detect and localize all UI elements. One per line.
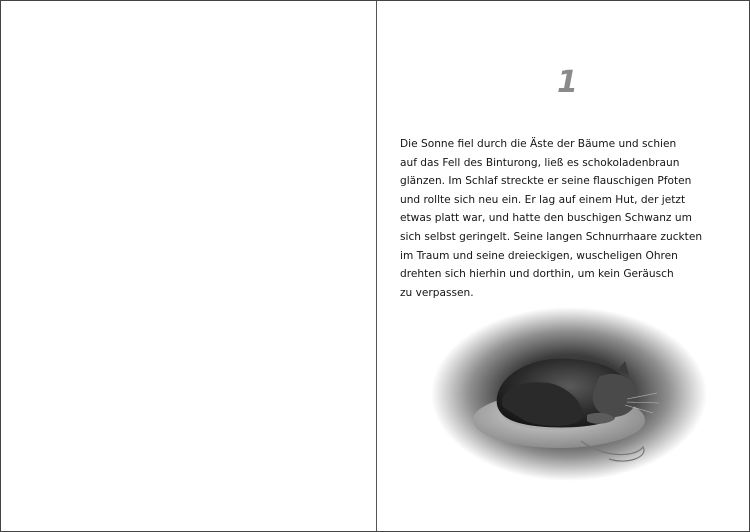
text-line: auf das Fell des Binturong, ließ es schokoladenbraun	[400, 156, 680, 169]
right-page	[377, 1, 749, 531]
text-line: im Traum und seine dreieckigen, wuscheligen Ohren	[400, 249, 678, 262]
sleeping-binturong-on-hat-illustration	[431, 307, 707, 481]
text-line: glänzen. Im Schlaf streckte er seine flauschigen Pfoten	[400, 175, 692, 188]
chapter-number: 1	[557, 65, 578, 100]
text-line: sich selbst geringelt. Seine langen Schnurrhaare zuckten	[400, 230, 703, 243]
left-page-blank	[1, 1, 376, 531]
text-line: und rollte sich neu ein. Er lag auf einem Hut, der jetzt	[400, 193, 686, 206]
text-line: etwas platt war, und hatte den buschigen Schwanz um	[400, 212, 692, 225]
chapter-body-text	[400, 135, 703, 302]
text-line: zu verpassen.	[400, 286, 474, 299]
text-line: Die Sonne fiel durch die Äste der Bäume und schien	[400, 138, 677, 150]
text-line: drehten sich hierhin und dorthin, um kein Geräusch	[400, 268, 674, 281]
